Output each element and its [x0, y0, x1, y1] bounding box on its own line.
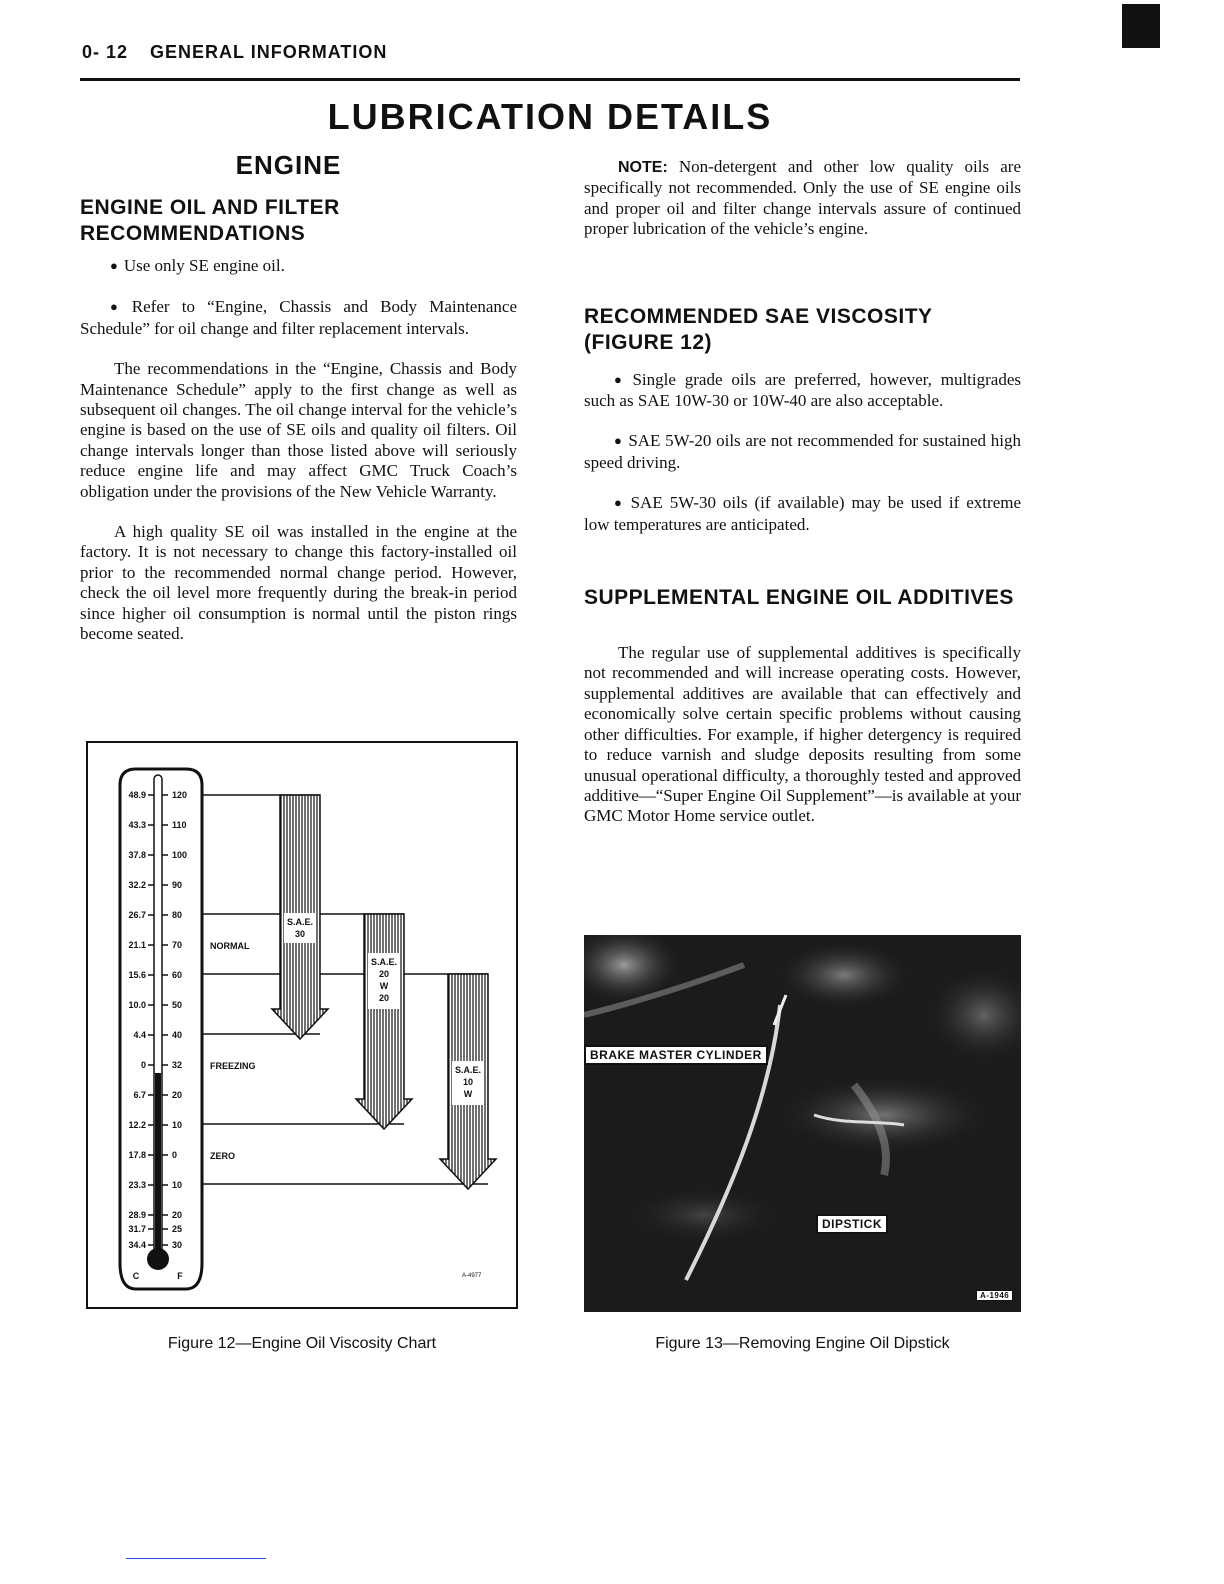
fahrenheit-tick-label: 10 — [172, 1120, 183, 1130]
right-column — [584, 157, 1021, 827]
fahrenheit-tick-label: 20 — [172, 1210, 183, 1220]
fahrenheit-tick-label: 32 — [172, 1060, 183, 1070]
bullet-text: Use only SE engine oil. — [123, 256, 285, 275]
sae-10w-label-line2: 10 — [462, 1077, 474, 1087]
additives-heading: SUPPLEMENTAL ENGINE OIL ADDITIVES — [584, 586, 1014, 610]
fahrenheit-tick-label: 60 — [172, 970, 183, 980]
sae-20w20-label-line1: S.A.E. — [370, 957, 398, 967]
fahrenheit-tick-label: 25 — [172, 1224, 183, 1234]
fahrenheit-tick-label: 120 — [172, 790, 188, 800]
page-corner-tab — [1122, 4, 1160, 48]
running-head — [82, 42, 387, 63]
bullet-text: Refer to “Engine, Chassis and Body Maintenance Schedule” for oil change and filter replacement intervals. — [80, 297, 517, 338]
celsius-tick-label: 12.2 — [128, 1120, 146, 1130]
photo-code: A-1946 — [976, 1290, 1013, 1301]
celsius-tick-label: 48.9 — [128, 790, 146, 800]
page-title: LUBRICATION DETAILS — [327, 96, 773, 137]
note-paragraph — [584, 157, 1021, 240]
dipstick-label: DIPSTICK — [816, 1214, 888, 1234]
celsius-tick-label: 10.0 — [128, 1000, 146, 1010]
fahrenheit-tick-label: 30 — [172, 1240, 183, 1250]
bullet-text: SAE 5W-20 oils are not recommended for sustained high speed driving. — [584, 431, 1021, 472]
dipstick-photo — [584, 935, 1021, 1312]
fahrenheit-tick-label: 40 — [172, 1030, 183, 1040]
bullet-item: ● Use only SE engine oil. — [110, 256, 285, 275]
celsius-tick-label: 26.7 — [128, 910, 146, 920]
section-name: GENERAL INFORMATION — [150, 42, 388, 62]
bullet-item: ● SAE 5W-30 oils (if available) may be used if extreme low temperatures are anticipated. — [584, 493, 1022, 534]
sae-20w20-label-line3: W — [379, 981, 389, 991]
oil-filter-heading-line2: RECOMMENDATIONS — [80, 222, 306, 245]
viscosity-heading-line1: RECOMMENDED SAE VISCOSITY — [584, 304, 933, 328]
celsius-tick-label: 37.8 — [128, 850, 146, 860]
celsius-tick-label: 34.4 — [128, 1240, 146, 1250]
fahrenheit-tick-label: 70 — [172, 940, 183, 950]
left-column — [80, 150, 517, 645]
fahrenheit-tick-label: 110 — [172, 820, 187, 830]
paragraph: The recommendations in the “Engine, Chassis and Body Maintenance Schedule” apply to the first change as well as subsequent oil changes. The oil change interval for the vehicle’s engine is based on the use of SE oils and quality oil filters. Oil change intervals longer than those listed above will seriously reduce engine life and may affect GMC Truck Coach’s obligation under the provisions of the New Vehicle Warranty. — [80, 359, 517, 501]
oil-filter-heading — [80, 195, 517, 247]
paragraph: A high quality SE oil was installed in the engine at the factory. It is not necessary to change this factory-installed oil prior to the recommended normal change period. However, check the oil level more frequently during the break-in period since higher oil consumption is normal until the piston rings become seated. — [80, 522, 517, 644]
page-number: 0- 12 — [82, 42, 129, 62]
celsius-tick-label: 43.3 — [128, 820, 146, 830]
viscosity-heading — [584, 304, 1021, 356]
fahrenheit-tick-label: 100 — [172, 850, 188, 860]
sae-30-label-line2: 30 — [294, 929, 306, 939]
bullet-item: ● SAE 5W-20 oils are not recommended for sustained high speed driving. — [584, 431, 1021, 472]
sae-10w-label-line1: S.A.E. — [454, 1065, 482, 1075]
celsius-tick-label: 28.9 — [128, 1210, 146, 1220]
viscosity-chart-graphic — [88, 743, 520, 1311]
zone-label-zero: ZERO — [210, 1151, 236, 1161]
celsius-scale-label: C — [132, 1271, 140, 1281]
celsius-tick-label: 15.6 — [128, 970, 146, 980]
bullet-text: SAE 5W-30 oils (if available) may be used if extreme low temperatures are anticipated. — [584, 493, 1022, 534]
celsius-tick-label: 6.7 — [133, 1090, 146, 1100]
celsius-tick-label: 21.1 — [128, 940, 146, 950]
figure-13-caption: Figure 13—Removing Engine Oil Dipstick — [655, 1335, 950, 1352]
footer-rule — [126, 1558, 266, 1559]
sae-30-label-line1: S.A.E. — [286, 917, 314, 927]
thermometer-mercury — [155, 1073, 161, 1251]
viscosity-chart-figure — [86, 741, 518, 1309]
additives-paragraph: The regular use of supplemental additives is specifically not recommended and will increase operating costs. However, supplemental additives are available that can effectively and economically solve certain specific problems without causing other difficulties. For example, if higher detergency is required to reduce varnish and sludge deposits resulting from some unusual operational difficulty, a thoroughly tested and approved additive—“Super Engine Oil Supplement”—is available at your GMC Motor Home service outlet. — [584, 643, 1021, 826]
note-label: NOTE: — [618, 159, 668, 176]
bullet-item: ● Refer to “Engine, Chassis and Body Maintenance Schedule” for oil change and filter replacement intervals. — [80, 297, 517, 338]
note-text: Non-detergent and other low quality oils are specifically not recommended. Only the use of SE engine oils and proper oil and filter change intervals assure of continued proper lubrication of the vehicle’s engine. — [584, 157, 1021, 239]
sae-20w20-label-line4: 20 — [378, 993, 390, 1003]
celsius-tick-label: 32.2 — [128, 880, 146, 890]
celsius-tick-label: 0 — [140, 1060, 146, 1070]
fahrenheit-scale-label: F — [177, 1271, 183, 1281]
zone-label-normal: NORMAL — [210, 941, 250, 951]
fahrenheit-tick-label: 10 — [172, 1180, 183, 1190]
bullet-item: ● Single grade oils are preferred, however, multigrades such as SAE 10W-30 or 10W-40 are also acceptable. — [584, 369, 1021, 411]
fahrenheit-tick-label: 80 — [172, 910, 183, 920]
brake-master-cylinder-label: BRAKE MASTER CYLINDER — [584, 1045, 768, 1065]
engine-bay-photo-graphic — [584, 935, 1021, 1312]
figure-code: A-4977 — [462, 1273, 482, 1279]
celsius-tick-label: 31.7 — [128, 1224, 146, 1234]
oil-filter-heading-line1: ENGINE OIL AND FILTER — [80, 196, 340, 219]
thermometer-bulb — [147, 1248, 169, 1270]
viscosity-heading-line2: (FIGURE 12) — [584, 330, 713, 354]
sae-20w20-label-line2: 20 — [378, 969, 390, 979]
engine-heading: ENGINE — [235, 150, 342, 180]
fahrenheit-tick-label: 50 — [172, 1000, 183, 1010]
fahrenheit-tick-label: 0 — [172, 1150, 178, 1160]
sae-20w20-arrow — [356, 914, 412, 1129]
zone-label-freezing: FREEZING — [210, 1061, 256, 1071]
sae-10w-label-line3: W — [463, 1089, 473, 1099]
figure-12-caption: Figure 12—Engine Oil Viscosity Chart — [167, 1335, 437, 1352]
celsius-tick-label: 4.4 — [133, 1030, 146, 1040]
fahrenheit-tick-label: 90 — [172, 880, 183, 890]
header-rule — [80, 78, 1020, 81]
fahrenheit-tick-label: 20 — [172, 1090, 183, 1100]
celsius-tick-label: 23.3 — [128, 1180, 146, 1190]
celsius-tick-label: 17.8 — [128, 1150, 146, 1160]
bullet-text: Single grade oils are preferred, however, multigrades such as SAE 10W-30 or 10W-40 are also acceptable. — [584, 369, 1021, 411]
